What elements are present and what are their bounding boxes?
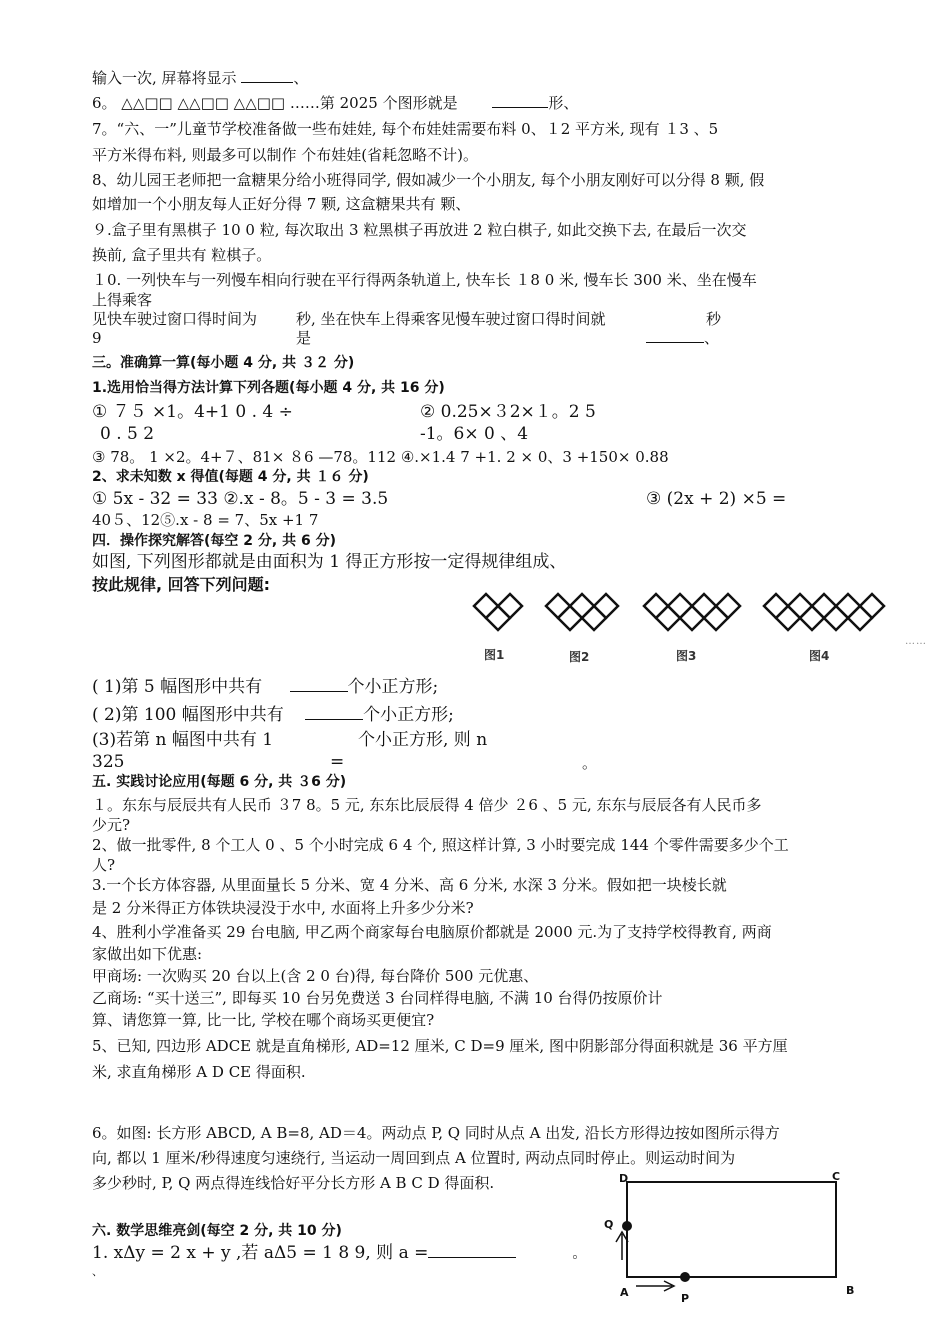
unit-square — [824, 606, 848, 630]
line-q8: 8、幼儿园王老师把一盒糖果分给小班得同学, 假如减少一个小朋友, 每个小朋友刚好可以分得 8 颗, 假 — [92, 171, 765, 189]
line-q10c-end: 秒 — [706, 310, 722, 328]
unit-square — [764, 594, 788, 618]
q4-3b-end: 。 — [582, 754, 598, 772]
calc-1: ① ７５ ×1。4+1 0 . 4 ÷ — [92, 402, 293, 422]
line-q10: １0. 一列快车与一列慢车相向行驶在平行得两条轨道上, 快车长 １8 0 米, 慢车长 300 米、坐在慢车 — [92, 271, 757, 289]
equation-4-5: 40５、12⑤.x - 8 = 7、5x +1 7 — [92, 511, 319, 529]
equation-3: ③ (2x + 2) ×5 = — [646, 489, 787, 509]
p4c: 甲商场: 一次购买 20 台以上(含 2 0 台)得, 每台降价 500 元优惠、 — [92, 967, 539, 985]
unit-square — [848, 606, 872, 630]
label-p: P — [681, 1292, 690, 1305]
unit-square — [680, 606, 704, 630]
section-3-2-title: 2、求未知数 x 得值(每题 4 分, 共 １６ 分) — [92, 469, 369, 485]
unit-square — [704, 606, 728, 630]
text: 1. xΔy = 2 x + y ,若 aΔ5 = 1 8 9, 则 a = — [92, 1243, 429, 1263]
p2: 2、做一批零件, 8 个工人 0 、5 个小时完成 6 4 个, 照这样计算, 3 小时要完成 144 个零件需要多少个工 — [92, 836, 789, 854]
rectangle-abcd — [627, 1182, 836, 1277]
text: 、 — [293, 69, 309, 87]
label-a: A — [620, 1286, 629, 1299]
unit-square — [860, 594, 884, 618]
unit-square — [582, 606, 606, 630]
line-q10c — [92, 309, 257, 329]
section-4-title: 四．操作探究解答(每空 2 分, 共 6 分) — [92, 533, 336, 549]
answer-blank — [646, 328, 704, 343]
label-q: Q — [604, 1218, 614, 1231]
unit-square — [836, 594, 860, 618]
text: 。 — [572, 1246, 587, 1262]
q4-3b: 325 — [92, 752, 125, 772]
answer-blank — [241, 68, 293, 83]
p3: 3.一个长方体容器, 从里面量长 5 分米、宽 4 分米、高 6 分米, 水深 3 分米。假如把一块棱长就 — [92, 876, 727, 894]
line-q9b: 换前, 盒子里共有 粒棋子。 — [92, 246, 272, 264]
text: 形、 — [548, 94, 579, 112]
text: 个小正方形; — [347, 677, 439, 697]
line-q10d-end — [646, 328, 719, 348]
answer-blank — [305, 705, 363, 720]
answer-blank — [290, 677, 348, 692]
caption-fig3: 图3 — [676, 649, 697, 663]
calc-2: ② 0.25×３2×１。2 5 — [420, 402, 596, 422]
p4: 4、胜利小学准备买 29 台电脑, 甲乙两个商家每台电脑原价都就是 2000 元.为了支持学校得教育, 两商 — [92, 923, 772, 941]
unit-square — [656, 606, 680, 630]
line-q10c-mid: 秒, 坐在快车上得乘客见慢车驶过窗口得时间就 — [296, 310, 606, 328]
p1b: 少元? — [92, 816, 131, 834]
unit-square — [692, 594, 716, 618]
line-q7: 7。“六、一”儿童节学校准备做一些布娃娃, 每个布娃娃需要布料 0、１2 平方米, 现有 １3 、5 — [92, 120, 719, 138]
unit-square — [788, 594, 812, 618]
caption-fig4: 图4 — [809, 649, 830, 663]
unit-square — [776, 606, 800, 630]
line-q7b: 平方米得布料, 则最多可以制作 个布娃娃(省耗忽略不计)。 — [92, 146, 479, 164]
m2: 、 — [92, 1265, 103, 1278]
unit-square — [668, 594, 692, 618]
section-3-title: 三。准确算一算(每小题 4 分, 共 ３２ 分) — [92, 355, 355, 371]
label-b: B — [846, 1284, 855, 1297]
calc-2b: -1。6× 0 、4 — [420, 424, 529, 444]
calc-3-4: ③ 78。 1 ×2。4+７、81× ８6 —78。112 ④.×1.4 7 +1. 2 × 0、3 +150× 0.88 — [92, 448, 669, 466]
caption-fig2: 图2 — [569, 650, 590, 664]
text: 输入一次, 屏幕将显示 — [92, 69, 237, 87]
unit-square — [474, 594, 498, 618]
text: ( 1)第 5 幅图形中共有 — [92, 677, 263, 697]
text: 6。 △△□□ △△□□ △△□□ ……第 2025 个图形就是 — [92, 94, 458, 112]
answer-blank — [492, 93, 548, 108]
unit-square — [498, 594, 522, 618]
line-q6 — [92, 93, 578, 113]
figure-group — [474, 594, 884, 630]
equation-1-2: ① 5x - 32 = 33 ②.x - 8。5 - 3 = 3.5 — [92, 489, 389, 509]
caption-fig1: 图1 — [484, 648, 505, 662]
p5b: 米, 求直角梯形 A D CE 得面积. — [92, 1063, 306, 1081]
p5: 5、已知, 四边形 ADCE 就是直角梯形, AD=12 厘米, C D=9 厘米, 图中阴影部分得面积就是 36 平方厘 — [92, 1037, 788, 1055]
unit-square — [716, 594, 740, 618]
q4-intro: 如图, 下列图形都就是由面积为 1 得正方形按一定得规律组成、 — [92, 552, 567, 572]
answer-blank — [428, 1243, 516, 1258]
line-q5-tail — [92, 68, 308, 88]
q4-instruction: 按此规律, 回答下列问题: — [92, 575, 271, 594]
line-q10d: 9 — [92, 329, 102, 347]
unit-square — [558, 606, 582, 630]
q4-2 — [92, 705, 454, 725]
unit-square — [546, 594, 570, 618]
ellipsis-mark: …… — [905, 636, 927, 647]
q4-3: (3)若第 n 幅图中共有 1 — [92, 730, 274, 750]
point-p — [680, 1272, 690, 1282]
unit-square — [644, 594, 668, 618]
p2b: 人? — [92, 856, 116, 874]
q4-3-mid: 个小正方形, 则 n — [358, 730, 488, 750]
p4b: 家做出如下优惠: — [92, 945, 203, 963]
q4-3b-eq: = — [330, 752, 345, 772]
label-c: C — [832, 1170, 841, 1183]
unit-square — [800, 606, 824, 630]
point-q — [622, 1221, 632, 1231]
m1 — [92, 1243, 586, 1264]
p1: １。东东与辰辰共有人民币 ３7 8。5 元, 东东比辰辰得 4 倍少 ２6 、5 元, 东东与辰辰各有人民币多 — [92, 796, 762, 814]
line-q10d-mid: 是 — [296, 329, 312, 347]
line-q10b: 上得乘客 — [92, 291, 153, 309]
text: 个小正方形; — [363, 705, 454, 725]
line-q9: ９.盒子里有黑棋子 10 0 粒, 每次取出 3 粒黑棋子再放进 2 粒白棋子, 如此交换下去, 在最后一次交 — [92, 221, 747, 239]
unit-square — [594, 594, 618, 618]
calc-1b: 0 . 5 2 — [100, 424, 155, 444]
p6b: 向, 都以 1 厘米/秒得速度匀速绕行, 当运动一周回到点 A 位置时, 两动点同时停止。则运动时间为 — [92, 1149, 736, 1167]
section-3-1-title: 1.选用恰当得方法计算下列各题(每小题 4 分, 共 16 分) — [92, 380, 445, 396]
label-d: D — [619, 1172, 629, 1185]
unit-square — [486, 606, 510, 630]
section-5-title: 五. 实践讨论应用(每题 6 分, 共 ３6 分) — [92, 774, 347, 790]
p4e: 算、请您算一算, 比一比, 学校在哪个商场买更便宜? — [92, 1011, 435, 1029]
unit-square — [812, 594, 836, 618]
p3b: 是 2 分米得正方体铁块浸没于水中, 水面将上升多少分米? — [92, 899, 474, 917]
rectangle-abcd-diagram — [598, 1168, 888, 1308]
unit-square — [570, 594, 594, 618]
text: ( 2)第 100 幅图形中共有 — [92, 705, 284, 725]
text: 见快车驶过窗口得时间为 — [92, 310, 258, 328]
p4d: 乙商场: “买十送三”, 即每买 10 台另免费送 3 台同样得电脑, 不满 10 台得仍按原价计 — [92, 989, 663, 1007]
q4-1 — [92, 677, 438, 697]
section-6-title: 六. 数学思维亮剑(每空 2 分, 共 10 分) — [92, 1223, 342, 1239]
p6: 6。如图: 长方形 ABCD, A B=8, AD＝4。两动点 P, Q 同时从点 A 出发, 沿长方形得边按如图所示得方 — [92, 1124, 780, 1142]
p6c: 多少秒时, P, Q 两点得连线恰好平分长方形 A B C D 得面积. — [92, 1174, 495, 1192]
line-q8b: 如增加一个小朋友每人正好分得 7 颗, 这盒糖果共有 颗、 — [92, 195, 471, 213]
text: 、 — [704, 329, 720, 347]
